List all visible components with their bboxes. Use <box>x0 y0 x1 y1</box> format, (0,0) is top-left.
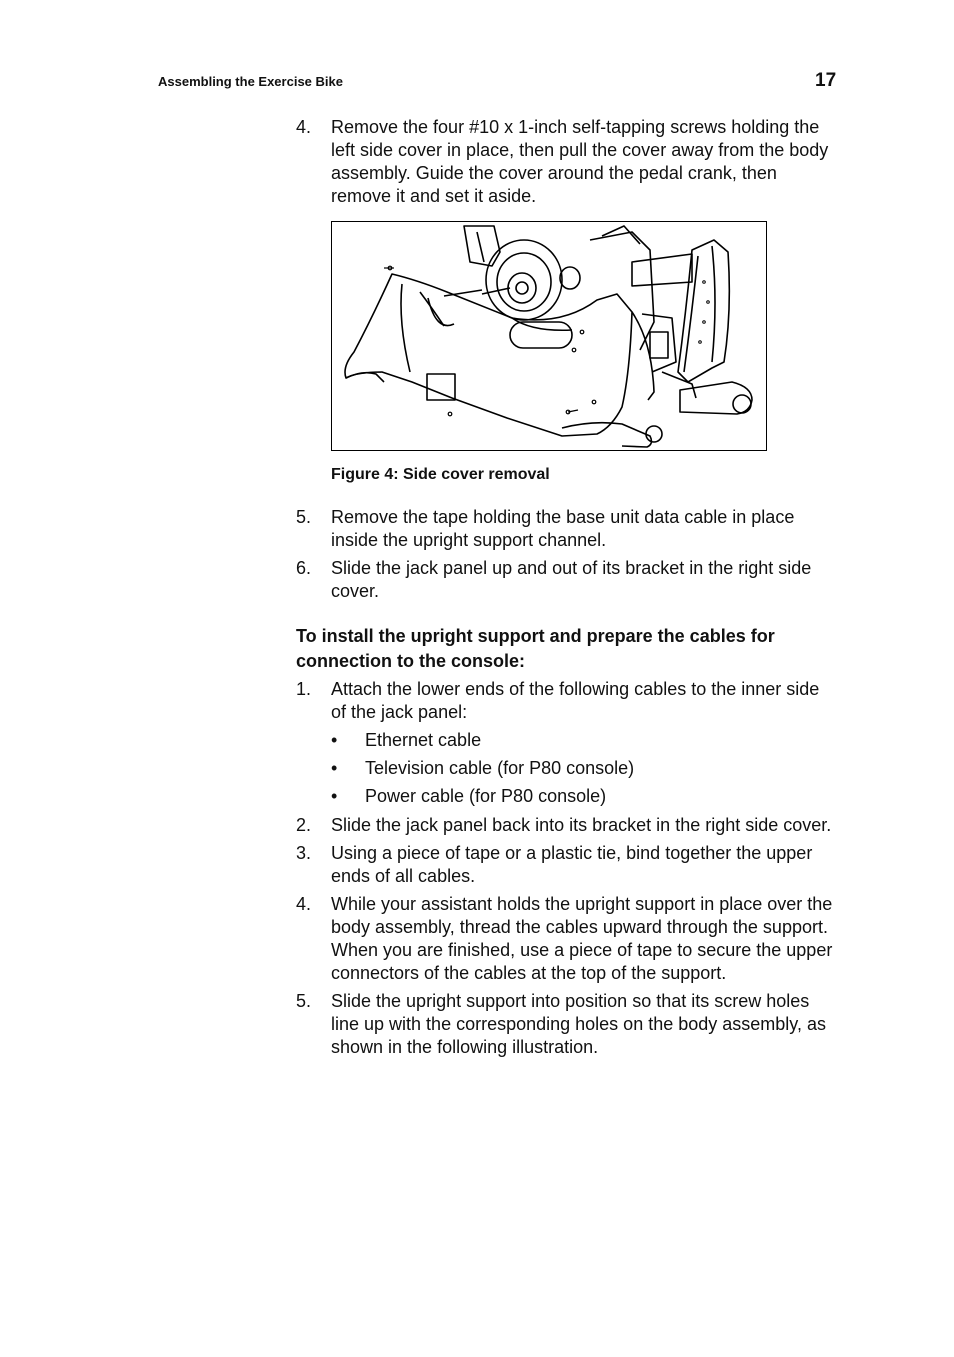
list-item <box>296 678 836 724</box>
bike-illustration <box>332 222 766 450</box>
step-number: 1. <box>296 679 312 699</box>
list-item <box>296 814 836 837</box>
step-number: 5. <box>296 991 312 1011</box>
section-heading: To install the upright support and prepare the cables for connection to the console: <box>296 626 775 671</box>
figure-caption: Figure 4: Side cover removal <box>331 466 550 483</box>
step-text: Slide the jack panel up and out of its bracket in the right side cover. <box>331 558 812 601</box>
list-item <box>296 506 836 552</box>
bullet-symbol: • <box>331 758 338 778</box>
bullet-item <box>331 757 836 780</box>
list-item <box>296 842 836 888</box>
step-number: 3. <box>296 843 312 863</box>
step-text: Using a piece of tape or a plastic tie, bind together the upper ends of all cables. <box>331 843 813 886</box>
bullet-item <box>331 729 836 752</box>
list-item <box>296 893 836 985</box>
step-number: 5. <box>296 507 312 527</box>
step-text: While your assistant holds the upright support in place over the body assembly, thread the cables upward through the support. When you are finished, use a piece of tape to secure the upper connectors of the cables at the top of the support. <box>331 894 833 983</box>
step-number: 4. <box>296 894 312 914</box>
step-number: 2. <box>296 815 312 835</box>
step-number: 4. <box>296 117 312 137</box>
list-item <box>296 990 836 1059</box>
bullet-text: Ethernet cable <box>365 730 482 750</box>
running-header: Assembling the Exercise Bike <box>158 74 343 89</box>
bullet-text: Television cable (for P80 console) <box>365 758 635 778</box>
step-number: 6. <box>296 558 312 578</box>
bullet-symbol: • <box>331 730 338 750</box>
page-content <box>296 116 836 1064</box>
bullet-item <box>331 785 836 808</box>
step-text: Slide the jack panel back into its bracket in the right side cover. <box>331 815 832 835</box>
bullet-text: Power cable (for P80 console) <box>365 786 607 806</box>
step-text: Remove the tape holding the base unit data cable in place inside the upright support channel. <box>331 507 795 550</box>
step-text: Attach the lower ends of the following cables to the inner side of the jack panel: <box>331 679 820 722</box>
cable-list <box>331 729 836 808</box>
page-number: 17 <box>815 70 837 91</box>
list-item <box>296 557 836 603</box>
list-item <box>296 116 836 208</box>
figure-side-cover-removal <box>331 221 767 451</box>
step-text: Remove the four #10 x 1-inch self-tapping screws holding the left side cover in place, then pull the cover away from the body assembly. Guide the cover around the pedal crank, then remove it and set it aside. <box>331 117 829 206</box>
bullet-symbol: • <box>331 786 338 806</box>
step-text: Slide the upright support into position so that its screw holes line up with the corresponding holes on the body assembly, as shown in the following illustration. <box>331 991 826 1057</box>
